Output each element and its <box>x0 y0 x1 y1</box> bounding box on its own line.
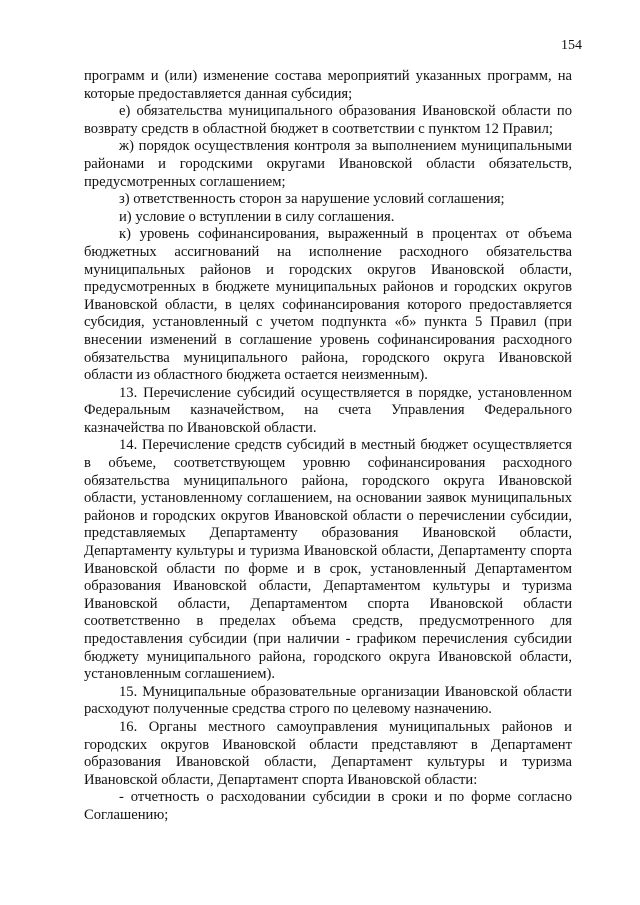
paragraph-16: 16. Органы местного самоуправления муниципальных районов и городских округов Ивановской области представляют в Департамент образования Ивановской области, Департамент культуры и туризма Ивановской области, Департамент спорта Ивановской области: <box>84 718 572 788</box>
document-body <box>84 68 572 825</box>
paragraph-item-i: и) условие о вступлении в силу соглашения. <box>119 208 395 225</box>
paragraph-13: 13. Перечисление субсидий осуществляется в порядке, установленном Федеральным казначейством, на счета Управления Федерального казначейства по Ивановской области. <box>84 384 572 436</box>
page-number: 154 <box>561 38 582 53</box>
paragraph-continuation: программ и (или) изменение состава мероприятий указанных программ, на которые предоставляется данная субсидия; <box>84 68 572 102</box>
paragraph-item-e: е) обязательства муниципального образования Ивановской области по возврату средств в областной бюджет в соответствии с пунктом 12 Правил; <box>84 103 572 137</box>
paragraph-14: 14. Перечисление средств субсидий в местный бюджет осуществляется в объеме, соответствующем уровню софинансирования расходного обязательства муниципального района, городского округа Ивановской области, установленному соглашением, на основании заявок муниципальных районов и городских округов Ивановской области о перечислении субсидии, представляемых Департаменту образования Ивановской области, Департаменту культуры и туризма Ивановской области, Департаменту спорта Ивановской области по форме и в срок, установленный Департаментом образования Ивановской области, Департаментом культуры и туризма Ивановской области, Департаментом спорта Ивановской области соответственно в пределах объема средств, предусмотренного для предоставления субсидии (при наличии - графиком перечисления субсидии бюджету муниципального района, городского округа Ивановской области, установленным соглашением). <box>84 437 572 683</box>
paragraph-item-zh: ж) порядок осуществления контроля за выполнением муниципальными районами и городскими округами Ивановской области обязательств, предусмотренных соглашением; <box>84 138 572 190</box>
paragraph-item-z: з) ответственность сторон за нарушение условий соглашения; <box>119 191 505 208</box>
paragraph-16-bullet: - отчетность о расходовании субсидии в сроки и по форме согласно Соглашению; <box>84 789 572 823</box>
paragraph-15: 15. Муниципальные образовательные организации Ивановской области расходуют полученные средства строго по целевому назначению. <box>84 683 572 718</box>
paragraph-item-k: к) уровень софинансирования, выраженный в процентах от объема бюджетных ассигнований на исполнение расходного обязательства муниципальных районов и городских округов Ивановской области, предусмотренных в бюджете муниципальных районов и городских округов Ивановской области, в целях софинансирования которого предоставляется субсидия, установленный с учетом подпункта «б» пункта 5 Правил (при внесении изменений в соглашение уровень софинансирования расходного обязательства муниципального района, городского округа Ивановской области из областного бюджета остается неизменным). <box>84 226 572 384</box>
